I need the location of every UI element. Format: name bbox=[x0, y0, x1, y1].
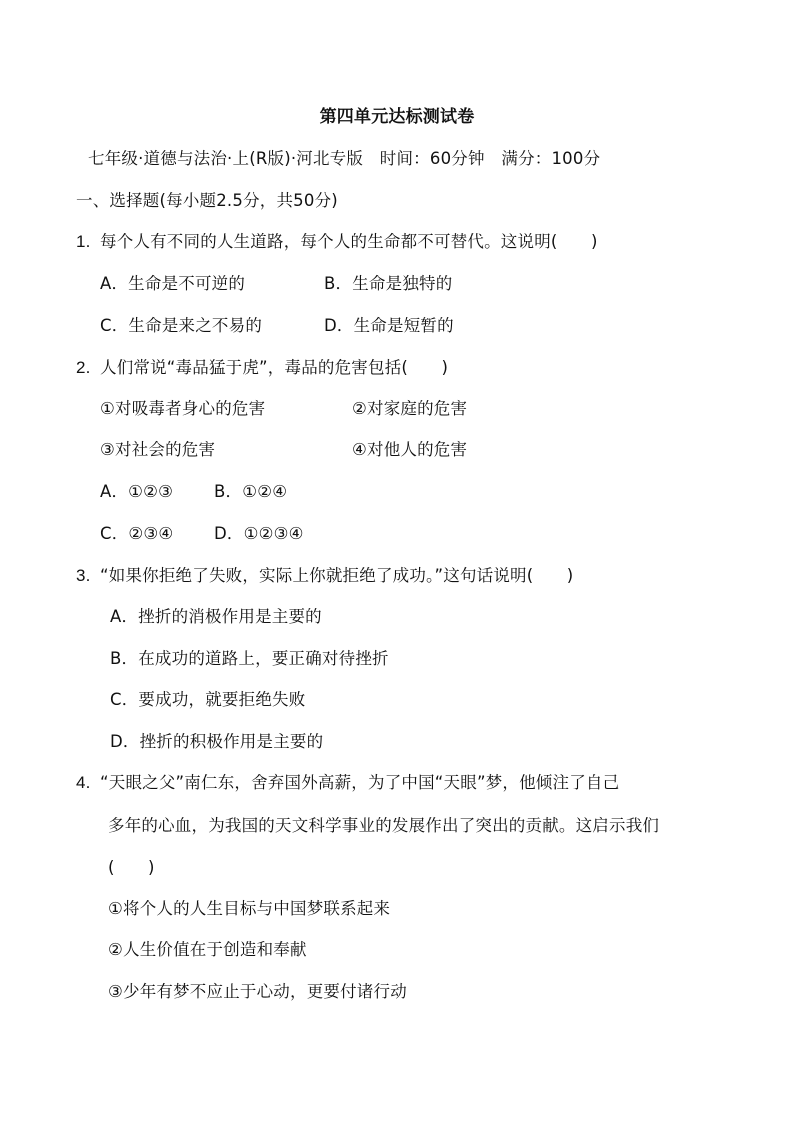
question-4-stem-line-2: 多年的心血，为我国的天文科学事业的发展作出了突出的贡献。这启示我们 bbox=[108, 816, 660, 835]
question-4-statement-2: ②人生价值在于创造和奉献 bbox=[108, 940, 307, 959]
question-2-option-c: C．②③④ bbox=[100, 524, 174, 543]
question-4-statement-1: ①将个人的人生目标与中国梦联系起来 bbox=[108, 899, 391, 918]
question-4 bbox=[76, 772, 619, 794]
section-heading: 一、选择题(每小题2.5分，共50分) bbox=[76, 191, 338, 210]
question-2-option-d: D．①②③④ bbox=[214, 524, 304, 543]
answer-blank: ( ) bbox=[401, 358, 449, 377]
page-title: 第四单元达标测试卷 bbox=[319, 107, 475, 127]
question-2-option-b: B．①②④ bbox=[214, 482, 288, 501]
question-2-statement-4: ④对他人的危害 bbox=[352, 440, 468, 459]
question-1-option-b: B．生命是独特的 bbox=[324, 274, 453, 293]
question-2 bbox=[76, 357, 449, 379]
question-2-statement-3: ③对社会的危害 bbox=[100, 440, 216, 459]
answer-blank: ( ) bbox=[108, 858, 155, 877]
question-number: 3. bbox=[76, 566, 91, 585]
exam-meta-info: 七年级·道德与法治·上(R版)·河北专版 时间：60分钟 满分：100分 bbox=[88, 149, 601, 168]
question-stem: 每个人有不同的人生道路，每个人的生命都不可替代。这说明 bbox=[100, 232, 551, 251]
question-number: 1. bbox=[76, 232, 91, 251]
answer-blank: ( ) bbox=[550, 232, 598, 251]
question-stem: “如果你拒绝了失败，实际上你就拒绝了成功。”这句话说明 bbox=[100, 566, 527, 585]
answer-blank: ( ) bbox=[526, 566, 574, 585]
question-number: 4. bbox=[76, 773, 91, 792]
question-3 bbox=[76, 565, 574, 587]
question-number: 2. bbox=[76, 358, 91, 377]
question-1-option-d: D．生命是短暂的 bbox=[324, 316, 454, 335]
question-1-option-a: A．生命是不可逆的 bbox=[100, 274, 246, 293]
question-1-option-c: C．生命是来之不易的 bbox=[100, 316, 263, 335]
question-3-option-a: A．挫折的消极作用是主要的 bbox=[110, 607, 322, 626]
question-2-statement-2: ②对家庭的危害 bbox=[352, 399, 468, 418]
question-2-option-a: A．①②③ bbox=[100, 482, 174, 501]
question-stem-line-1: “天眼之父”南仁东，舍弃国外高薪，为了中国“天眼”梦，他倾注了自己 bbox=[100, 773, 620, 792]
question-3-option-d: D．挫折的积极作用是主要的 bbox=[110, 732, 324, 751]
question-1 bbox=[76, 231, 598, 253]
question-3-option-b: B．在成功的道路上，要正确对待挫折 bbox=[110, 649, 389, 668]
question-3-option-c: C．要成功，就要拒绝失败 bbox=[110, 690, 306, 709]
question-2-statement-1: ①对吸毒者身心的危害 bbox=[100, 399, 266, 418]
question-stem: 人们常说“毒品猛于虎”，毒品的危害包括 bbox=[100, 358, 402, 377]
question-4-statement-3: ③少年有梦不应止于心动，更要付诸行动 bbox=[108, 982, 407, 1001]
